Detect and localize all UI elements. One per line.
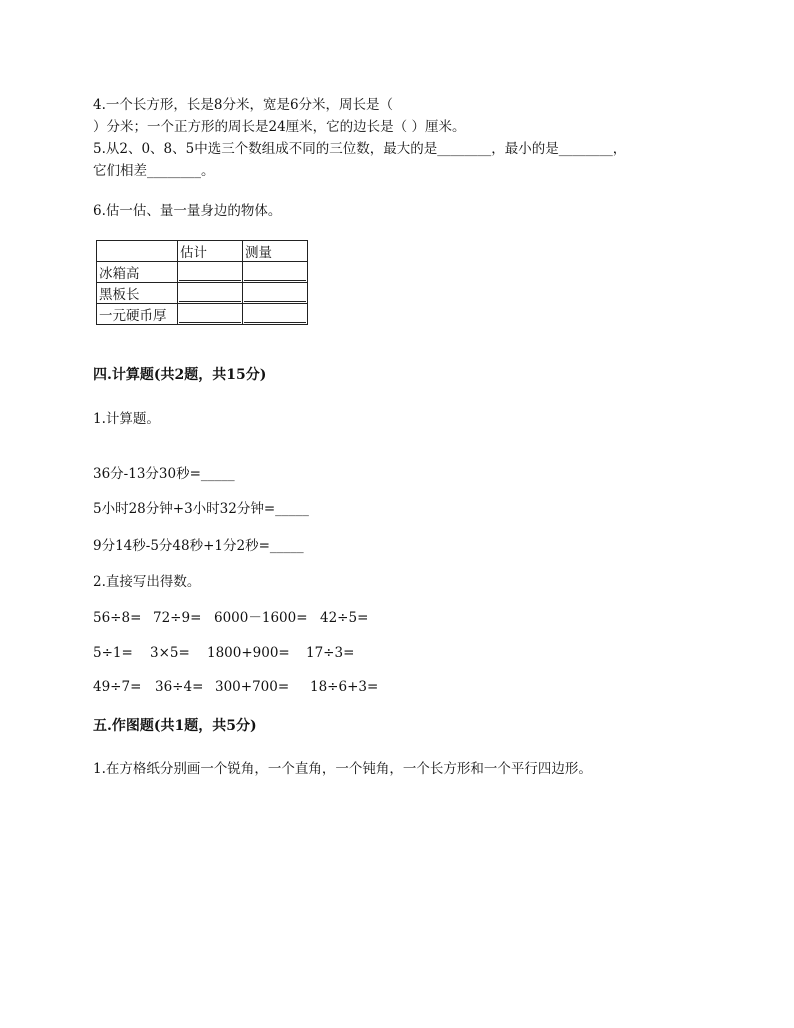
row-label-coin: 一元硬币厚 [97, 304, 178, 325]
answer-blank[interactable] [243, 283, 308, 304]
q6-text: 6.估一估、量一量身边的物体。 [93, 203, 282, 219]
row-label-fridge: 冰箱高 [97, 262, 178, 283]
section4-q2-title: 2.直接写出得数。 [93, 574, 201, 590]
oral-item: 18÷6+3= [310, 679, 379, 695]
oral-item: 5÷1= [93, 645, 133, 661]
calc-item: 9分14秒-5分48秒+1分2秒=_____ [93, 538, 304, 554]
oral-item: 300+700= [215, 679, 290, 695]
oral-item: 49÷7= [93, 679, 142, 695]
oral-item: 6000－1600= [214, 610, 308, 626]
table-header-cell [97, 241, 178, 262]
calc-item: 36分-13分30秒=_____ [93, 466, 235, 482]
oral-item: 36÷4= [155, 679, 204, 695]
table-header-measure: 测量 [243, 241, 308, 262]
table-row [97, 262, 308, 283]
answer-blank[interactable] [178, 304, 243, 325]
q4-line1: 4.一个长方形，长是8分米，宽是6分米，周长是（ [93, 97, 394, 113]
oral-item: 3×5= [150, 645, 190, 661]
row-label-blackboard: 黑板长 [97, 283, 178, 304]
section5-title: 五.作图题(共1题，共5分) [93, 718, 257, 734]
table-header-estimate: 估计 [178, 241, 243, 262]
table-row [97, 283, 308, 304]
table-row [97, 304, 308, 325]
answer-blank[interactable] [243, 262, 308, 283]
answer-blank[interactable] [243, 304, 308, 325]
section4-q1-title: 1.计算题。 [93, 411, 160, 427]
q4-line2: ）分米；一个正方形的周长是24厘米，它的边长是（ ）厘米。 [93, 119, 466, 135]
table-header-row [97, 241, 308, 262]
oral-item: 56÷8= [93, 610, 142, 626]
section4-title: 四.计算题(共2题，共15分) [93, 367, 267, 383]
section5-q1: 1.在方格纸分别画一个锐角，一个直角，一个钝角，一个长方形和一个平行四边形。 [93, 761, 592, 777]
answer-blank[interactable] [178, 262, 243, 283]
oral-item: 17÷3= [306, 645, 355, 661]
estimate-table [96, 240, 308, 325]
answer-blank[interactable] [178, 283, 243, 304]
oral-item: 42÷5= [320, 610, 369, 626]
oral-item: 1800+900= [207, 645, 290, 661]
oral-item: 72÷9= [153, 610, 202, 626]
calc-item: 5小时28分钟+3小时32分钟=_____ [93, 501, 309, 517]
q5-line2: 它们相差________。 [93, 163, 215, 179]
q5-line1: 5.从2、0、8、5中选三个数组成不同的三位数，最大的是________，最小的是________， [93, 141, 627, 157]
